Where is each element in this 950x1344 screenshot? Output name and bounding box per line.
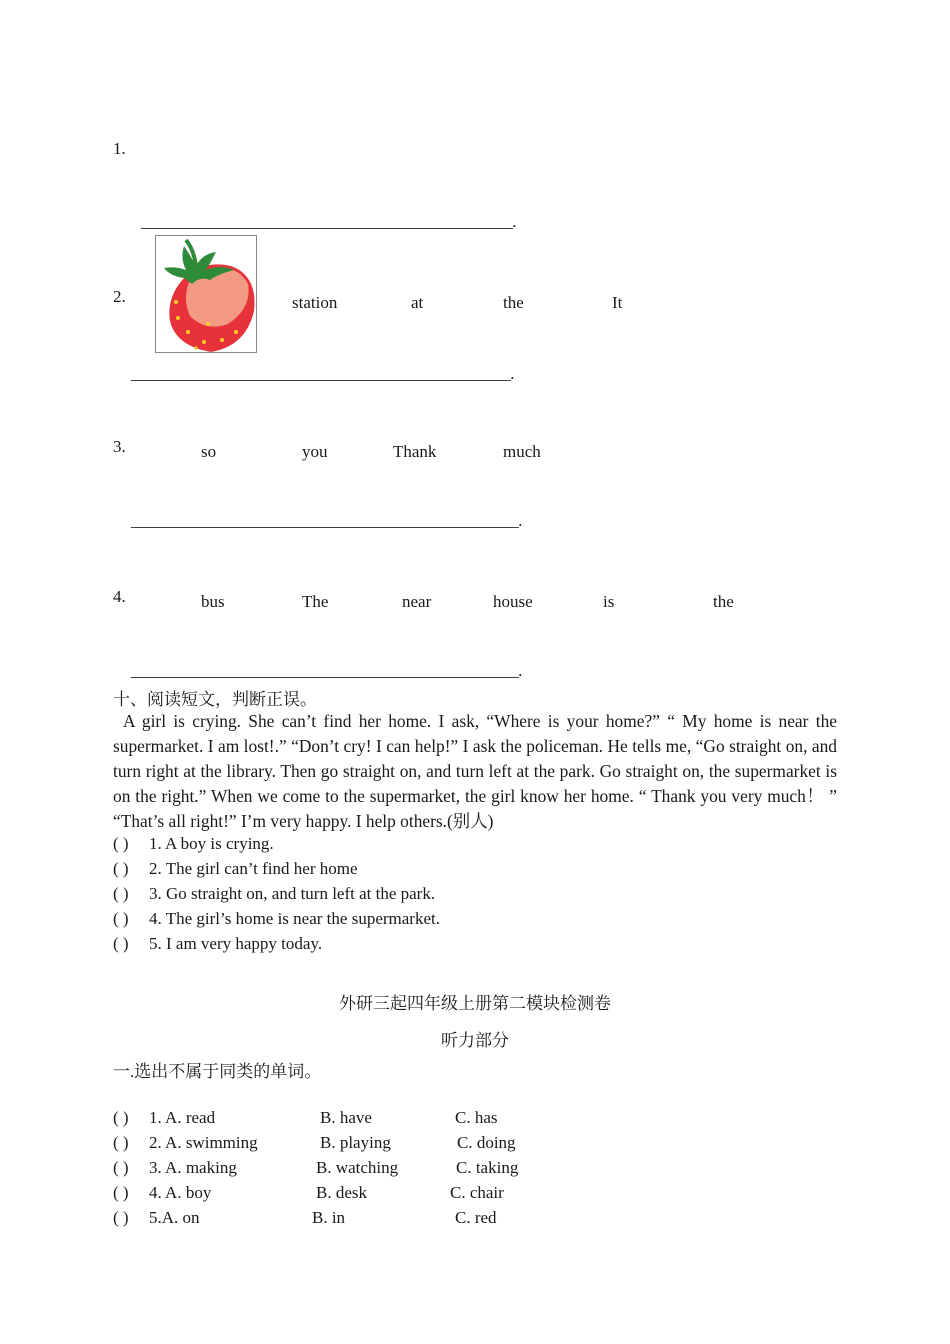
reading-passage <box>113 709 837 834</box>
answer-blank[interactable]: ( ) <box>113 1208 129 1227</box>
question-3-number: 3. <box>113 437 126 456</box>
question-4-answer-line[interactable]: _________________________________________________. <box>131 661 522 680</box>
question-3-word-2: you <box>302 442 328 461</box>
exam-title: 外研三起四年级上册第二模块检测卷 <box>339 994 611 1013</box>
option-b: B. watching <box>316 1158 399 1177</box>
option-b: B. desk <box>316 1183 367 1202</box>
option-c: C. red <box>455 1208 497 1227</box>
answer-blank[interactable]: ( ) <box>113 884 129 903</box>
answer-blank[interactable]: ( ) <box>113 859 129 878</box>
option-c: C. chair <box>450 1183 504 1202</box>
question-4-word-6: the <box>713 592 734 611</box>
option-a: 3. A. making <box>149 1158 237 1177</box>
passage-text: A girl is crying. She can’t find her home. I ask, “Where is your home?” “ My home is near the supermarket. I am lost!.” “Don’t cry! I can help!” I ask the policeman. He tells me, “Go straight on, and turn right at the library. Then go straight on, and turn left at the park. Go straight on, the supermarket is on the right.” When we come to the supermarket, the girl know her home. “ Thank you very much！ ” “That’s all right!” I’m very happy. I help others.(别人) <box>113 711 837 831</box>
judge-item-1 <box>113 834 274 854</box>
option-b: B. have <box>320 1108 372 1127</box>
answer-blank[interactable]: ( ) <box>113 934 129 953</box>
section-10-title: 十、阅读短文，判断正误。 <box>113 690 317 709</box>
judge-item-text: 3. Go straight on, and turn left at the park. <box>149 884 436 903</box>
judge-item-text: 5. I am very happy today. <box>149 934 323 953</box>
judge-item-text: 1. A boy is crying. <box>149 834 274 853</box>
option-c: C. doing <box>457 1133 516 1152</box>
exam-subtitle: 听力部分 <box>441 1031 509 1050</box>
answer-blank[interactable]: ( ) <box>113 1183 129 1202</box>
question-4-word-2: The <box>302 592 329 611</box>
judge-item-3 <box>113 884 435 904</box>
option-a: 2. A. swimming <box>149 1133 258 1152</box>
answer-blank[interactable]: ( ) <box>113 1133 129 1152</box>
answer-blank[interactable]: ( ) <box>113 834 129 853</box>
question-3-word-3: Thank <box>393 442 437 461</box>
strawberry-icon <box>156 236 256 352</box>
judge-item-4 <box>113 909 440 929</box>
question-4-word-3: near <box>402 592 432 611</box>
answer-blank[interactable]: ( ) <box>113 909 129 928</box>
judge-item-text: 2. The girl can’t find her home <box>149 859 358 878</box>
question-2-word-2: at <box>411 293 424 312</box>
answer-blank[interactable]: ( ) <box>113 1108 129 1127</box>
judge-item-5 <box>113 934 322 954</box>
answer-blank[interactable]: ( ) <box>113 1158 129 1177</box>
question-2-word-1: station <box>292 293 338 312</box>
question-3-answer-line[interactable]: _________________________________________________. <box>131 511 522 530</box>
strawberry-image <box>155 235 257 353</box>
question-4-word-5: is <box>603 592 615 611</box>
option-c: C. has <box>455 1108 498 1127</box>
question-4-word-4: house <box>493 592 533 611</box>
question-3-word-1: so <box>201 442 217 461</box>
option-c: C. taking <box>456 1158 519 1177</box>
question-1-number: 1. <box>113 139 126 158</box>
question-4-number: 4. <box>113 587 126 606</box>
question-3-word-4: much <box>503 442 541 461</box>
option-a: 5.A. on <box>149 1208 200 1227</box>
judge-item-text: 4. The girl’s home is near the supermarket. <box>149 909 440 928</box>
option-b: B. playing <box>320 1133 391 1152</box>
question-2-word-3: the <box>503 293 524 312</box>
judge-item-2 <box>113 859 358 879</box>
option-a: 1. A. read <box>149 1108 216 1127</box>
question-2-word-4: It <box>612 293 623 312</box>
part-1-title: 一.选出不属于同类的单词。 <box>113 1062 322 1081</box>
question-4-word-1: bus <box>201 592 225 611</box>
question-1-answer-line[interactable]: _______________________________________________. <box>141 212 516 231</box>
question-2-answer-line[interactable]: ________________________________________________. <box>131 364 514 383</box>
option-a: 4. A. boy <box>149 1183 212 1202</box>
question-2-number: 2. <box>113 287 126 306</box>
option-b: B. in <box>312 1208 346 1227</box>
